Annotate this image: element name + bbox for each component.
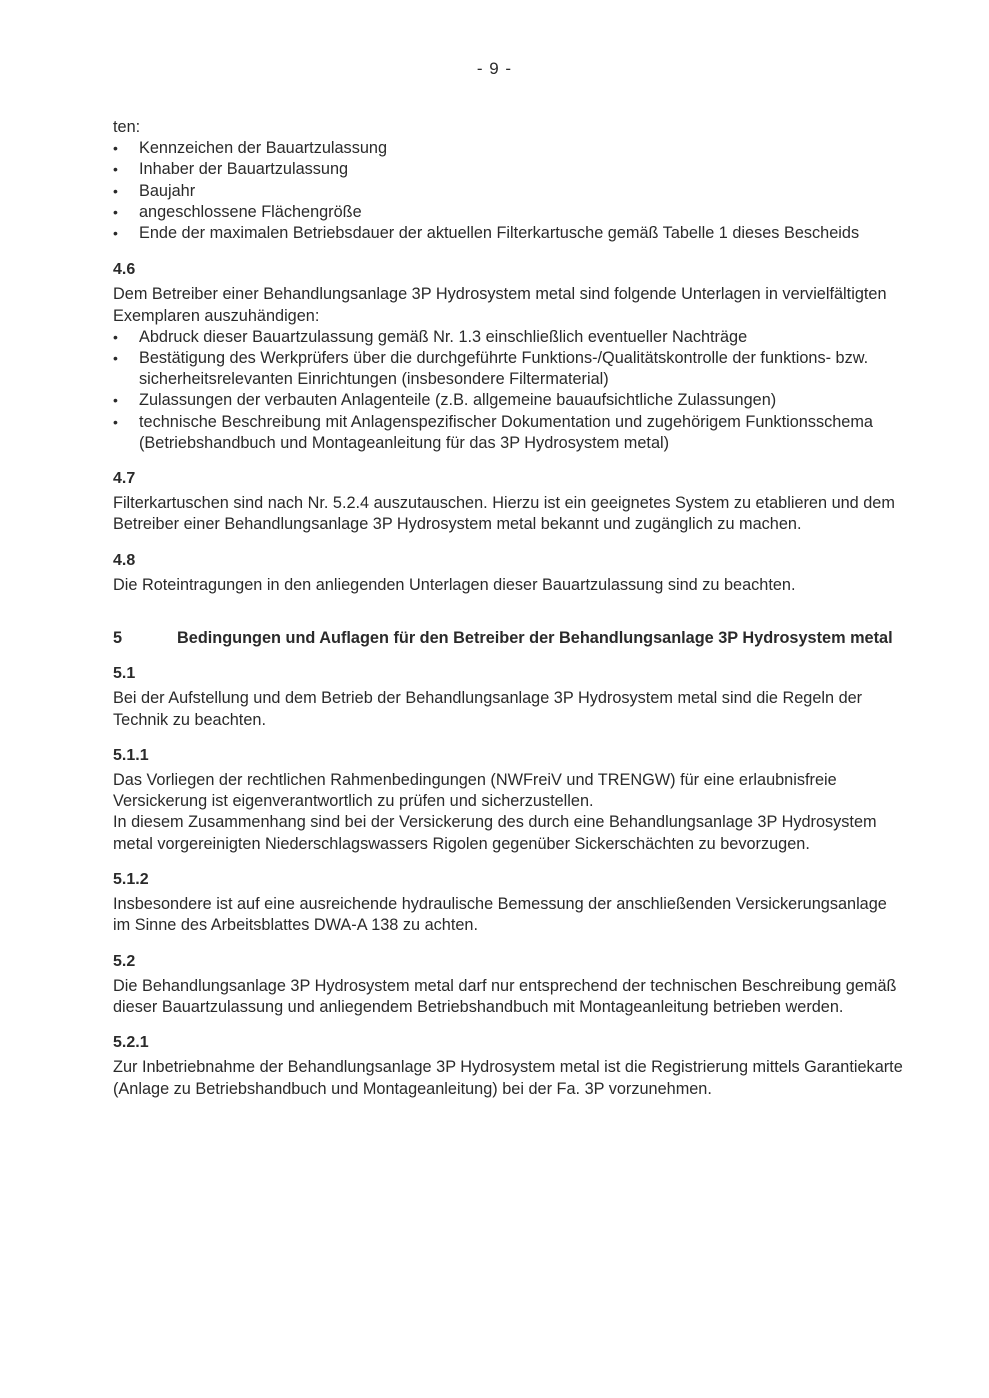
section-number-5-1-2: 5.1.2 [113,870,149,888]
list-item: • Abdruck dieser Bauartzulassung gemäß Nr. 1.3 einschließlich eventueller Nachträge [113,327,903,348]
section-number-4-6: 4.6 [113,261,136,279]
label-items-list [113,138,903,244]
section-text-5-1-2: Insbesondere ist auf eine ausreichende hydraulische Bemessung der anschließenden Versickerungsanlage im Sinne des Arbeitsblattes DWA-A 138 zu achten. [113,895,887,935]
chapter-title: Bedingungen und Auflagen für den Betreiber der Behandlungsanlage 3P Hydrosystem metal [177,629,893,648]
section-number-5-1-1: 5.1.1 [113,746,149,764]
list-item: • Ende der maximalen Betriebsdauer der aktuellen Filterkartusche gemäß Tabelle 1 dieses Bescheids [113,223,903,244]
continuation-text: ten: [113,118,141,136]
section-text-4-6: Dem Betreiber einer Behandlungsanlage 3P Hydrosystem metal sind folgende Unterlagen in vervielfältigten Exemplaren auszuhändigen: [113,285,887,325]
section-number-5-2-1: 5.2.1 [113,1034,149,1052]
section-text-4-8: Die Roteintragungen in den anliegenden Unterlagen dieser Bauartzulassung sind zu beachten. [113,575,796,594]
list-item: • Zulassungen der verbauten Anlagenteile (z.B. allgemeine bauaufsichtliche Zulassungen) [113,390,903,411]
list-item: • angeschlossene Flächengröße [113,202,903,223]
document-body [113,117,903,1100]
chapter-heading-5 [113,628,903,649]
list-item: • technische Beschreibung mit Anlagenspezifischer Dokumentation und zugehörigem Funktionsschema (Betriebshandbuch und Montageanleitung für das 3P Hydrosystem metal) [113,412,903,454]
list-item: • Baujahr [113,181,903,202]
section-text-5-2: Die Behandlungsanlage 3P Hydrosystem metal darf nur entsprechend der technischen Beschreibung gemäß dieser Bauartzulassung und anliegendem Betriebshandbuch mit Montageanleitung betrieben werden. [113,976,897,1016]
chapter-number: 5 [113,629,123,648]
section-text-5-1-1-b: In diesem Zusammenhang sind bei der Versickerung des durch eine Behandlungsanlage 3P Hydrosystem metal vorgereinigten Niederschlagswassers Rigolen gegenüber Sickerschächten zu bevorzugen. [113,813,877,853]
list-item: • Bestätigung des Werkprüfers über die durchgeführte Funktions-/Qualitätskontrolle der funktions- bzw. sicherheitsrelevanten Einrichtungen (insbesondere Filtermaterial) [113,348,903,390]
documents-list [113,327,903,454]
section-text-4-7: Filterkartuschen sind nach Nr. 5.2.4 auszutauschen. Hierzu ist ein geeignetes System zu etablieren und dem Betreiber einer Behandlungsanlage 3P Hydrosystem metal bekannt und zugänglich zu machen. [113,494,895,534]
section-number-4-7: 4.7 [113,470,136,488]
section-number-4-8: 4.8 [113,551,136,569]
section-text-5-1-1-a: Das Vorliegen der rechtlichen Rahmenbedingungen (NWFreiV und TRENGW) für eine erlaubnisfreie Versickerung ist eigenverantwortlich zu prüfen und sicherzustellen. [113,771,837,811]
page-number: - 9 - [476,59,513,78]
list-item: • Inhaber der Bauartzulassung [113,159,903,180]
section-text-5-1: Bei der Aufstellung und dem Betrieb der Behandlungsanlage 3P Hydrosystem metal sind die Regeln der Technik zu beachten. [113,689,863,729]
section-number-5-2: 5.2 [113,952,136,970]
section-number-5-1: 5.1 [113,665,136,683]
list-item: • Kennzeichen der Bauartzulassung [113,138,903,159]
section-text-5-2-1: Zur Inbetriebnahme der Behandlungsanlage 3P Hydrosystem metal ist die Registrierung mittels Garantiekarte (Anlage zu Betriebshandbuch und Montageanleitung) bei der Fa. 3P vorzunehmen. [113,1058,903,1098]
